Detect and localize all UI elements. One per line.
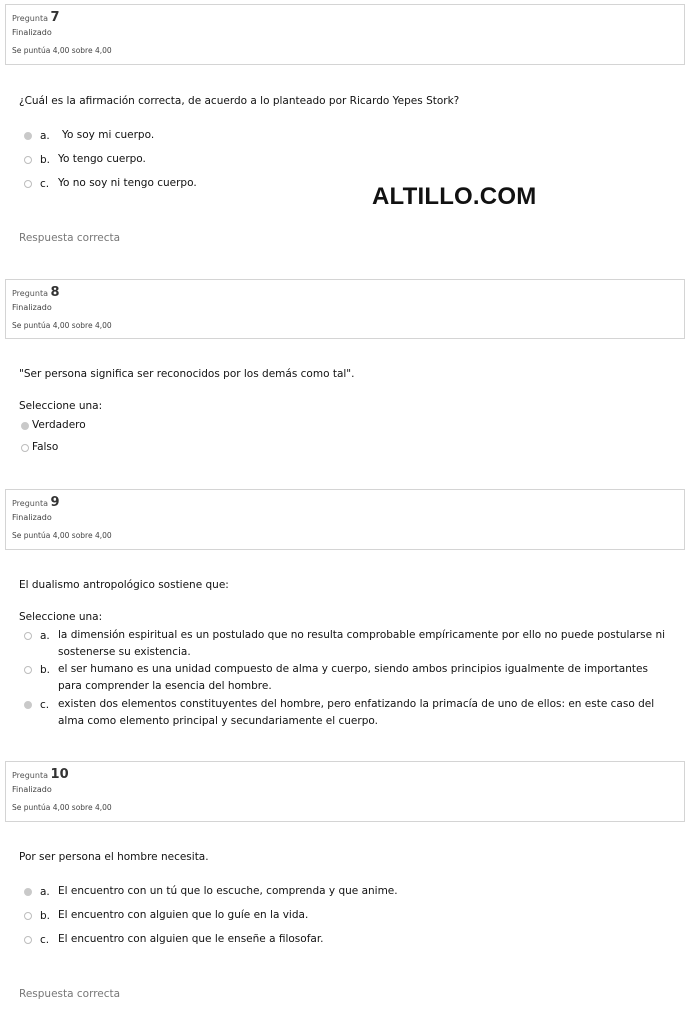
answer-option-a[interactable] (24, 886, 398, 900)
question-grade: Se puntúa 4,00 sobre 4,00 (12, 46, 112, 55)
question-text: Por ser persona el hombre necesita. (19, 851, 209, 863)
radio-icon[interactable] (24, 156, 32, 164)
question-state: Finalizado (12, 513, 52, 522)
select-one-prompt: Seleccione una: (19, 611, 103, 623)
question-text: ¿Cuál es la afirmación correcta, de acuerdo a lo planteado por Ricardo Yepes Stork? (19, 95, 460, 107)
option-letter: a. (40, 630, 50, 642)
answer-option-b[interactable] (24, 154, 146, 168)
question-label: Pregunta (12, 14, 48, 23)
option-text: El encuentro con un tú que lo escuche, comprenda y que anime. (58, 885, 398, 897)
answer-option-true[interactable] (21, 420, 86, 434)
option-letter: c. (40, 699, 50, 711)
option-text: Yo no soy ni tengo cuerpo. (58, 177, 197, 189)
question-label: Pregunta (12, 771, 48, 780)
answer-option-c[interactable] (24, 699, 684, 730)
question-info-10 (5, 761, 685, 822)
option-letter: a. (40, 886, 50, 898)
answer-option-a[interactable] (24, 630, 684, 661)
option-text: El encuentro con alguien que le enseñe a filosofar. (58, 933, 324, 945)
radio-icon[interactable] (24, 936, 32, 944)
question-state: Finalizado (12, 28, 52, 37)
option-letter: c. (40, 934, 50, 946)
question-state: Finalizado (12, 785, 52, 794)
question-grade: Se puntúa 4,00 sobre 4,00 (12, 803, 112, 812)
option-letter: a. (40, 130, 50, 142)
question-number-value: 9 (50, 495, 60, 510)
radio-icon[interactable] (24, 632, 32, 640)
option-letter: b. (40, 910, 51, 922)
option-text: el ser humano es una unidad compuesto de alma y cuerpo, siendo ambos principios igualmente de importantes para comprender la esencia del hombre. (58, 663, 648, 692)
question-number-value: 7 (50, 10, 60, 25)
answer-option-c[interactable] (24, 934, 324, 948)
option-text: Verdadero (32, 419, 86, 431)
radio-icon[interactable] (24, 180, 32, 188)
radio-icon[interactable] (21, 444, 29, 452)
question-label: Pregunta (12, 289, 48, 298)
answer-option-b[interactable] (24, 664, 684, 695)
question-grade: Se puntúa 4,00 sobre 4,00 (12, 531, 112, 540)
option-text: Yo soy mi cuerpo. (62, 129, 155, 141)
select-one-prompt: Seleccione una: (19, 400, 103, 412)
question-info-7 (5, 4, 685, 65)
option-letter: b. (40, 154, 51, 166)
question-text: "Ser persona significa ser reconocidos por los demás como tal". (19, 368, 355, 380)
question-number-value: 8 (50, 285, 60, 300)
radio-icon[interactable] (24, 912, 32, 920)
option-text: existen dos elementos constituyentes del hombre, pero enfatizando la primacía de uno de ellos: en este caso del alma como elemento principal y secundariamente el cuerpo. (58, 698, 655, 727)
radio-selected-icon[interactable] (24, 701, 32, 709)
feedback-text: Respuesta correcta (19, 232, 121, 244)
radio-selected-icon[interactable] (24, 888, 32, 896)
question-text: El dualismo antropológico sostiene que: (19, 579, 229, 591)
radio-selected-icon[interactable] (24, 132, 32, 140)
option-text: El encuentro con alguien que lo guíe en la vida. (58, 909, 309, 921)
option-letter: b. (40, 664, 51, 676)
question-number (12, 495, 678, 510)
radio-icon[interactable] (24, 666, 32, 674)
radio-selected-icon[interactable] (21, 422, 29, 430)
question-number (12, 767, 678, 782)
option-letter: c. (40, 178, 50, 190)
question-number-value: 10 (50, 767, 69, 782)
answer-option-b[interactable] (24, 910, 308, 924)
answer-option-false[interactable] (21, 442, 58, 456)
watermark: ALTILLO.COM (372, 183, 537, 210)
question-number (12, 10, 678, 25)
option-text: Yo tengo cuerpo. (58, 153, 146, 165)
question-number (12, 285, 678, 300)
answer-option-c[interactable] (24, 178, 197, 192)
question-info-9 (5, 489, 685, 550)
answer-option-a[interactable] (24, 130, 154, 144)
question-label: Pregunta (12, 499, 48, 508)
question-state: Finalizado (12, 303, 52, 312)
question-info-8 (5, 279, 685, 339)
feedback-text: Respuesta correcta (19, 988, 121, 1000)
question-grade: Se puntúa 4,00 sobre 4,00 (12, 321, 112, 330)
option-text: Falso (32, 441, 59, 453)
option-text: la dimensión espiritual es un postulado que no resulta comprobable empíricamente por ello no puede postularse ni sostenerse su existencia. (58, 629, 666, 658)
